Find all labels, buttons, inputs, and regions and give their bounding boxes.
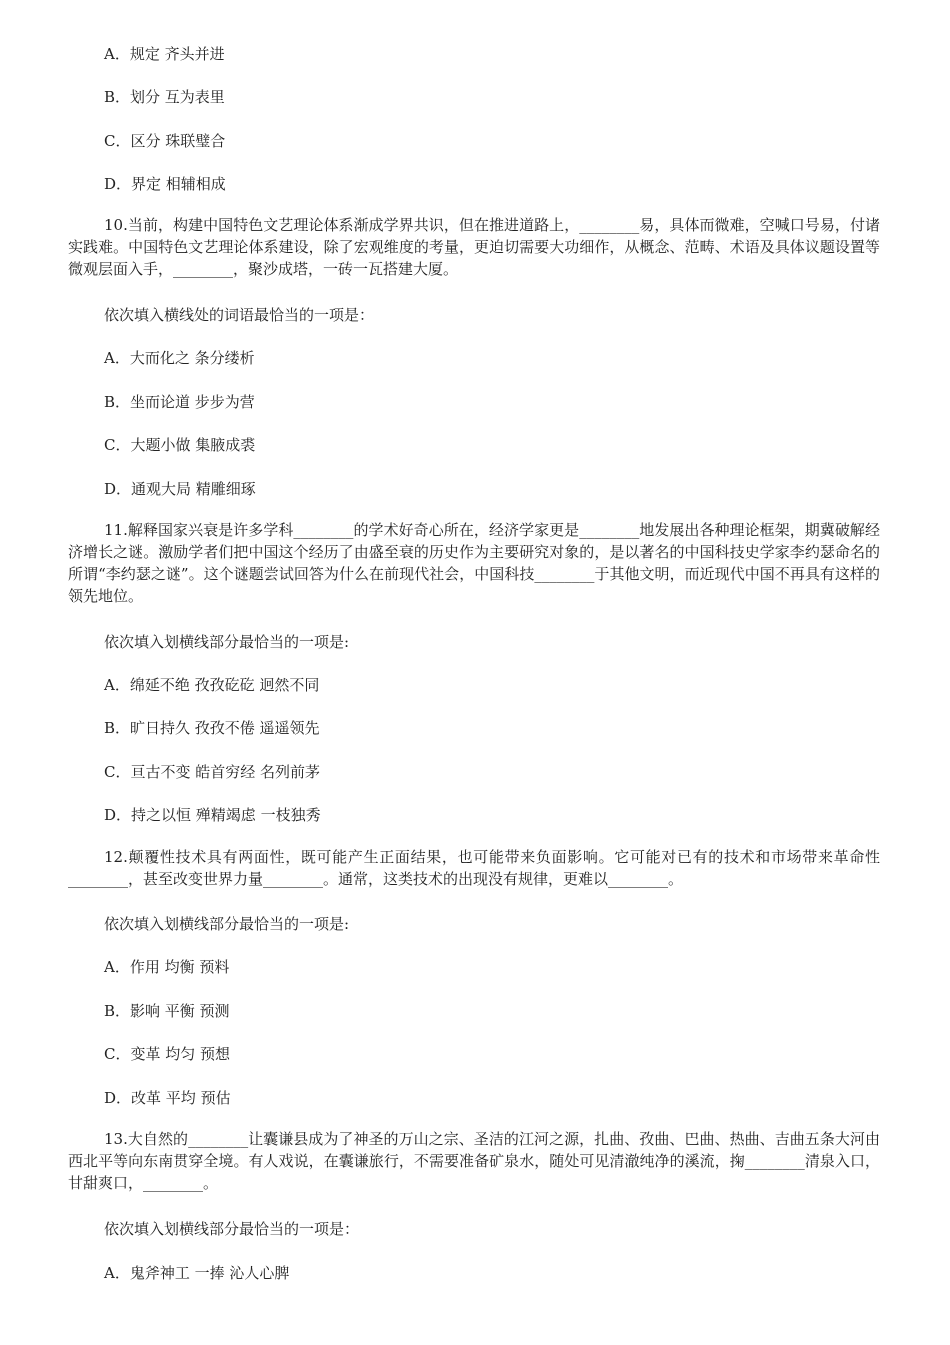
option-10b: B．坐而论道 步步为营 (104, 393, 255, 411)
option-12b: B．影响 平衡 预测 (104, 1002, 230, 1020)
question-11: 11.解释国家兴衰是许多学科________的学术好奇心所在，经济学家更是________地发展出各种理论框架，期冀破解经济增长之谜。激励学者们把中国这个经历了由盛至衰的历史作为主要研究对象的，是以著名的中国科技史学家李约瑟命名的所谓“李约瑟之谜”。这个谜题尝试回答为什么在前现代社会，中国科技________于其他文明，而近现代中国不再具有这样的领先地位。 (68, 521, 880, 605)
option-11c: C．亘古不变 皓首穷经 名列前茅 (104, 763, 321, 781)
option-9d: D．界定 相辅相成 (104, 175, 226, 193)
option-10c: C．大题小做 集腋成裘 (104, 436, 256, 454)
prompt-13: 依次填入划横线部分最恰当的一项是： (104, 1220, 360, 1238)
option-12a: A．作用 均衡 预料 (104, 958, 230, 976)
option-11d: D．持之以恒 殚精竭虑 一枝独秀 (104, 806, 321, 824)
prompt-12: 依次填入划横线部分最恰当的一项是: (104, 915, 350, 933)
option-11b: B．旷日持久 孜孜不倦 遥遥领先 (104, 719, 320, 737)
option-11a: A．绵延不绝 孜孜矻矻 迥然不同 (104, 676, 320, 694)
option-12c: C．变革 均匀 预想 (104, 1045, 231, 1063)
option-9a: A．规定 齐头并进 (104, 45, 225, 63)
option-9c: C．区分 珠联璧合 (104, 132, 226, 150)
option-13a: A．鬼斧神工 一捧 沁人心脾 (104, 1264, 290, 1282)
prompt-10: 依次填入横线处的词语最恰当的一项是： (104, 306, 375, 324)
question-13: 13.大自然的________让囊谦县成为了神圣的万山之宗、圣洁的江河之源，扎曲、孜曲、巴曲、热曲、吉曲五条大河由西北平等向东南贯穿全境。有人戏说，在囊谦旅行，不需要准备矿泉水，随处可见清澈纯净的溪流，掬________清泉入口，甘甜爽口，________。 (68, 1130, 880, 1192)
option-9b: B．划分 互为表里 (104, 88, 225, 106)
option-10d: D．通观大局 精雕细琢 (104, 480, 256, 498)
option-10a: A．大而化之 条分缕析 (104, 349, 255, 367)
prompt-11: 依次填入划横线部分最恰当的一项是: (104, 633, 350, 651)
question-12: 12.颠覆性技术具有两面性，既可能产生正面结果，也可能带来负面影响。它可能对已有的技术和市场带来革命性________，甚至改变世界力量________。通常，这类技术的出现没有规律，更难以________。 (68, 848, 880, 888)
option-12d: D．改革 平均 预估 (104, 1089, 231, 1107)
question-10: 10.当前，构建中国特色文艺理论体系渐成学界共识，但在推进道路上，________易，具体而微难，空喊口号易，付诸实践难。中国特色文艺理论体系建设，除了宏观维度的考量，更迫切需要大功细作，从概念、范畴、术语及具体议题设置等微观层面入手，________，聚沙成塔，一砖一瓦搭建大厦。 (68, 216, 880, 278)
